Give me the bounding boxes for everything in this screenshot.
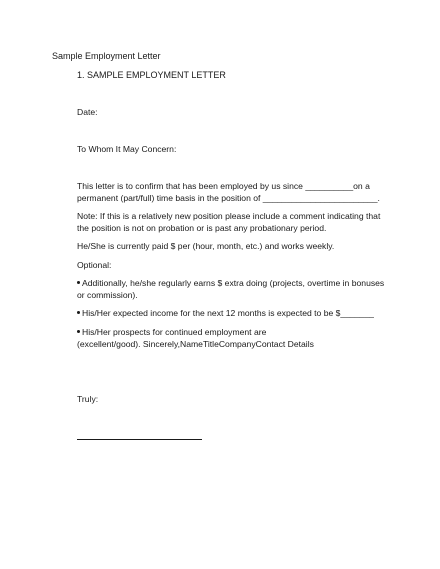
bullet-text: His/Her prospects for continued employment are bbox=[82, 327, 267, 337]
note-paragraph-line-2: the position is not on probation or is past any probationary period. bbox=[77, 223, 327, 233]
pay-paragraph: He/She is currently paid $ per (hour, month, etc.) and works weekly. bbox=[77, 241, 335, 251]
bullet-icon bbox=[77, 311, 80, 314]
bullet-icon bbox=[77, 330, 80, 333]
bullet-item-prospects bbox=[77, 327, 266, 338]
salutation: To Whom It May Concern: bbox=[77, 144, 177, 154]
letter-heading: 1. SAMPLE EMPLOYMENT LETTER bbox=[77, 70, 226, 80]
note-paragraph-line-1: Note: If this is a relatively new position please include a comment indicating that bbox=[77, 211, 381, 221]
optional-label: Optional: bbox=[77, 260, 112, 270]
bullet-item-expected-income bbox=[77, 308, 374, 319]
bullet-icon bbox=[77, 281, 80, 284]
date-label: Date: bbox=[77, 107, 98, 117]
document-title: Sample Employment Letter bbox=[52, 51, 161, 61]
closing: Truly: bbox=[77, 394, 99, 404]
confirmation-paragraph-line-2: permanent (part/full) time basis in the position of ________________________. bbox=[77, 193, 380, 203]
confirmation-paragraph-line-1: This letter is to confirm that has been employed by us since __________on a bbox=[77, 181, 370, 191]
bullet-item-extra-earnings-continued: or commission). bbox=[77, 290, 138, 300]
signature-line bbox=[77, 439, 202, 440]
bullet-text: His/Her expected income for the next 12 months is expected to be $_______ bbox=[82, 308, 374, 318]
bullet-item-prospects-continued: (excellent/good). Sincerely,NameTitleCompanyContact Details bbox=[77, 339, 314, 349]
bullet-text: Additionally, he/she regularly earns $ extra doing (projects, overtime in bonuses bbox=[82, 278, 385, 288]
bullet-item-extra-earnings bbox=[77, 278, 384, 289]
